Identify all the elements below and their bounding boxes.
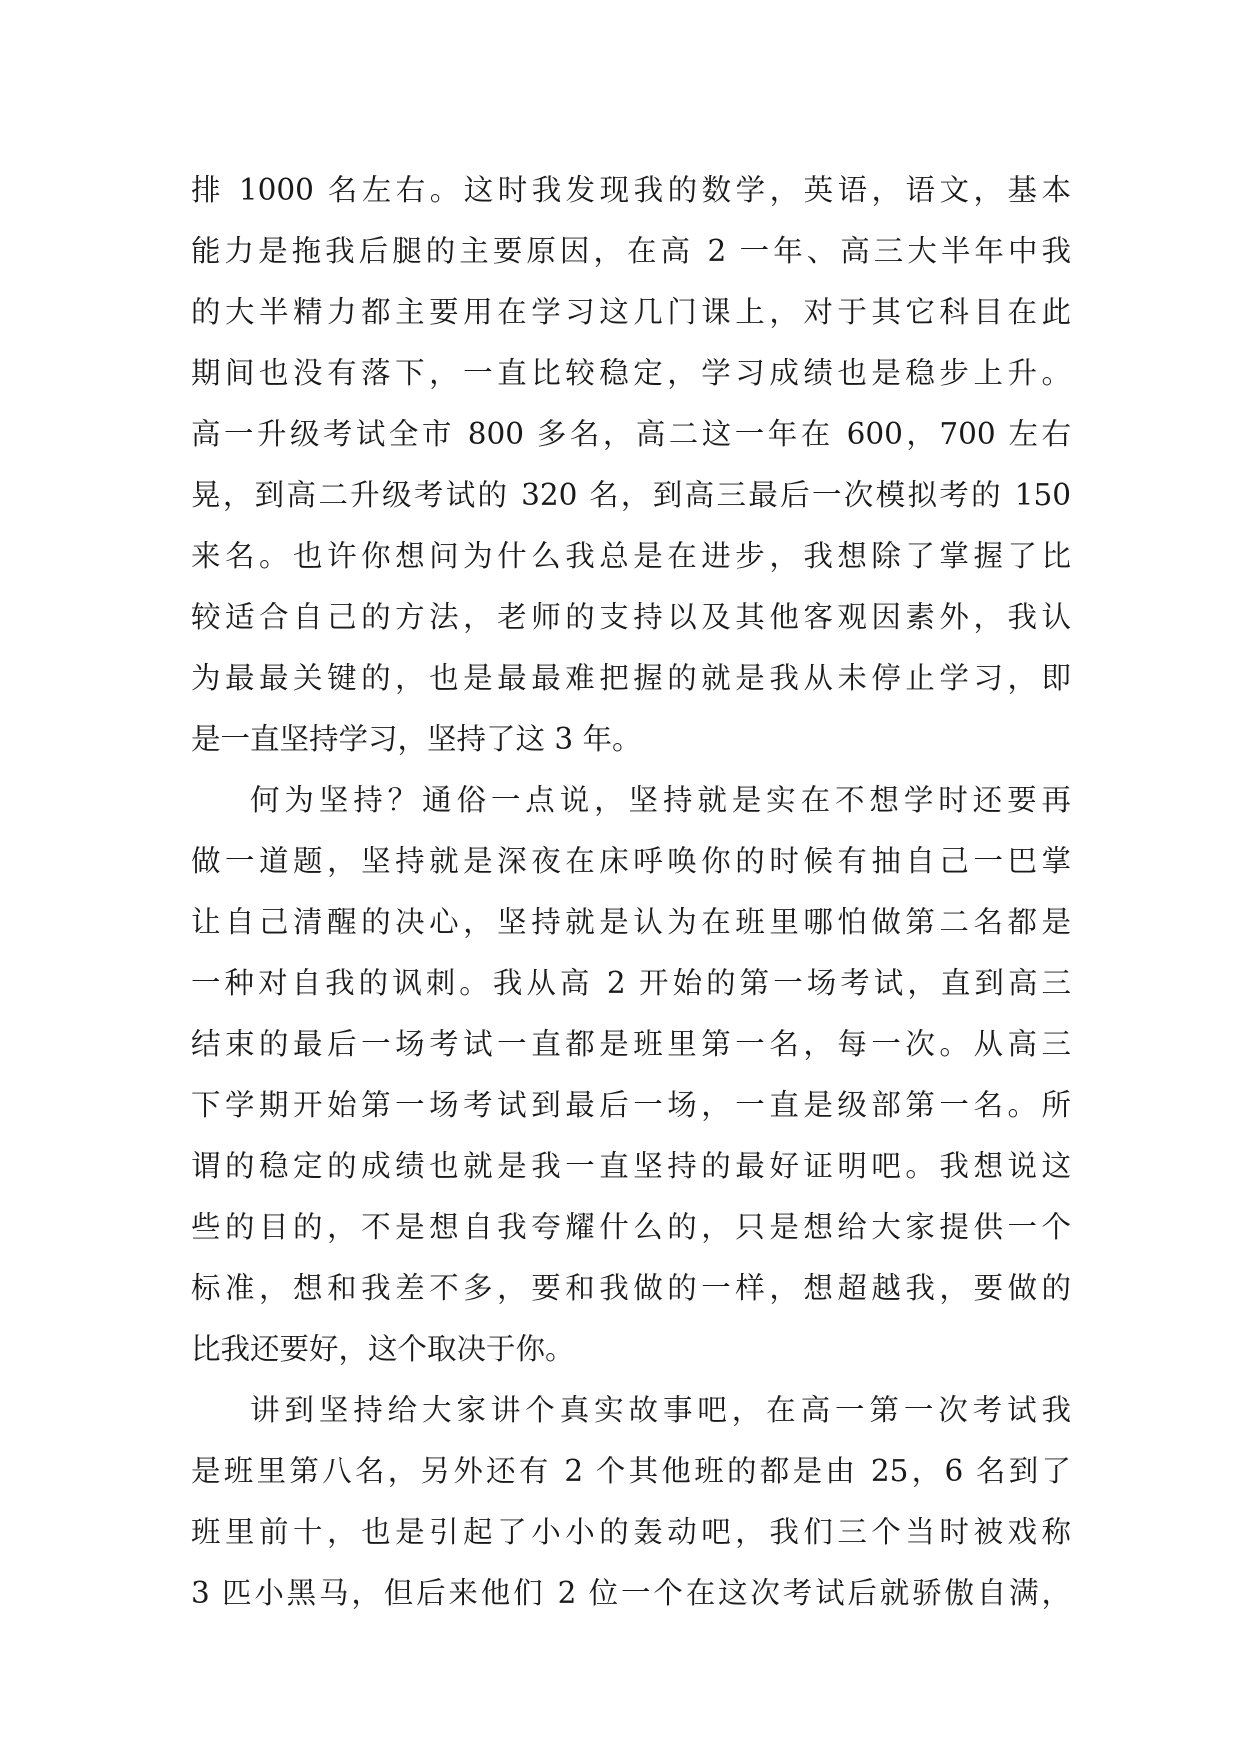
text-line: 些的目的，不是想自我夸耀什么的，只是想给大家提供一个 [191, 1210, 1071, 1244]
text-line: 的大半精力都主要用在学习这几门课上，对于其它科目在此 [191, 295, 1071, 329]
text-line: 让自己清醒的决心，坚持就是认为在班里哪怕做第二名都是 [191, 905, 1071, 939]
text-line: 为最最关键的，也是最最难把握的就是我从未停止学习，即 [191, 661, 1071, 695]
text-line: 来名。也许你想问为什么我总是在进步，我想除了掌握了比 [191, 539, 1071, 573]
text-line: 标准，想和我差不多，要和我做的一样，想超越我，要做的 [191, 1271, 1071, 1305]
text-line: 是班里第八名，另外还有 2 个其他班的都是由 25，6 名到了 [191, 1454, 1071, 1488]
text-line: 谓的稳定的成绩也就是我一直坚持的最好证明吧。我想说这 [191, 1149, 1071, 1183]
text-line: 比我还要好，这个取决于你。 [191, 1332, 575, 1366]
text-line: 晃，到高二升级考试的 320 名，到高三最后一次模拟考的 150 [191, 478, 1071, 512]
text-line: 一种对自我的讽刺。我从高 2 开始的第一场考试，直到高三 [191, 966, 1071, 1000]
text-line: 结束的最后一场考试一直都是班里第一名，每一次。从高三 [191, 1027, 1071, 1061]
text-line: 3 匹小黑马，但后来他们 2 位一个在这次考试后就骄傲自满， [191, 1576, 1071, 1610]
text-line: 做一道题，坚持就是深夜在床呼唤你的时候有抽自己一巴掌 [191, 844, 1071, 878]
text-line: 下学期开始第一场考试到最后一场，一直是级部第一名。所 [191, 1088, 1071, 1122]
text-line: 能力是拖我后腿的主要原因，在高 2 一年、高三大半年中我 [191, 234, 1071, 268]
document-body [191, 160, 1071, 1624]
text-line: 期间也没有落下，一直比较稳定，学习成绩也是稳步上升。 [191, 356, 1071, 390]
text-line: 是一直坚持学习，坚持了这 3 年。 [191, 722, 642, 756]
text-line: 讲到坚持给大家讲个真实故事吧，在高一第一次考试我 [250, 1393, 1071, 1427]
text-line: 较适合自己的方法，老师的支持以及其他客观因素外，我认 [191, 600, 1071, 634]
text-line: 排 1000 名左右。这时我发现我的数学，英语，语文，基本 [191, 173, 1071, 207]
text-line: 何为坚持？通俗一点说，坚持就是实在不想学时还要再 [250, 783, 1071, 817]
text-line: 班里前十，也是引起了小小的轰动吧，我们三个当时被戏称 [191, 1515, 1071, 1549]
text-line: 高一升级考试全市 800 多名，高二这一年在 600，700 左右 [191, 417, 1071, 451]
